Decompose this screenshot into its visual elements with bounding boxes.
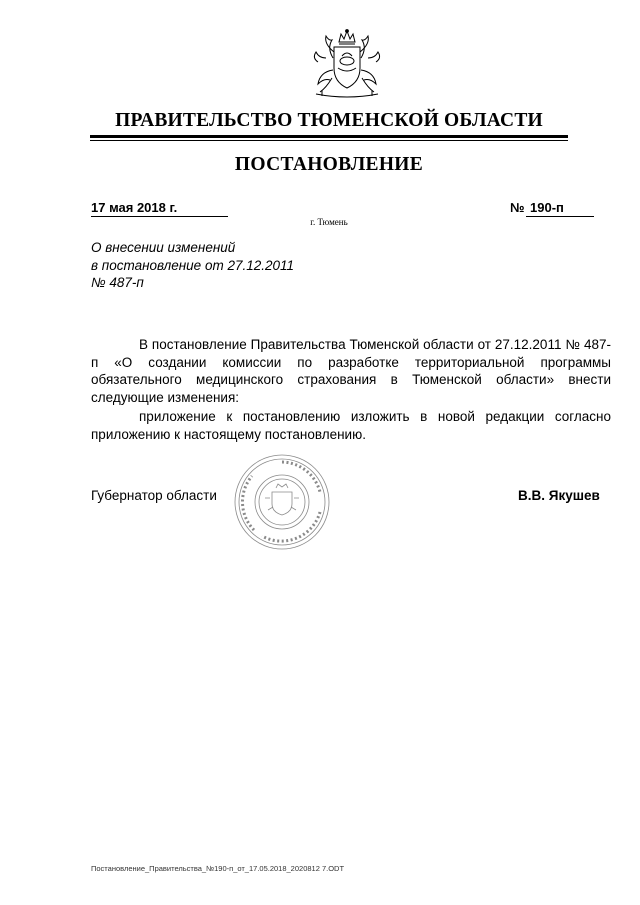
document-number: 190-п bbox=[526, 200, 594, 217]
signer-name: В.В. Якушев bbox=[518, 488, 600, 503]
signer-role: Губернатор области bbox=[91, 488, 217, 503]
number-sign: № bbox=[510, 200, 525, 215]
subject-line: в постановление от 27.12.2011 bbox=[91, 257, 295, 273]
file-footer: Постановление_Правительства_№190-п_от_17.05.2018_2020812 7.ODT bbox=[91, 864, 345, 873]
subject-line: № 487-п bbox=[91, 275, 144, 290]
header-rule-thin bbox=[90, 140, 568, 141]
header-rule-thick bbox=[90, 135, 568, 138]
subject-line: О внесении изменений bbox=[91, 240, 236, 255]
city-label: г. Тюмень bbox=[310, 217, 348, 227]
document-date: 17 мая 2018 г. bbox=[91, 200, 228, 217]
official-seal-stamp-icon bbox=[232, 452, 332, 552]
body-paragraph: В постановление Правительства Тюменской области от 27.12.2011 № 487-п «О создании комиссии по разработке территориальной программы обязательного медицинского страхования в Тюменской области» внести следующие изменения: bbox=[91, 337, 611, 405]
document-body bbox=[91, 336, 611, 443]
document-type: ПОСТАНОВЛЕНИЕ bbox=[234, 154, 424, 175]
tyumen-coat-of-arms-icon bbox=[306, 28, 388, 100]
government-name: ПРАВИТЕЛЬСТВО ТЮМЕНСКОЙ ОБЛАСТИ bbox=[115, 110, 543, 131]
body-paragraph: приложение к постановлению изложить в новой редакции согласно приложению к настоящему постановлению. bbox=[91, 409, 611, 442]
document-subject bbox=[91, 239, 294, 292]
